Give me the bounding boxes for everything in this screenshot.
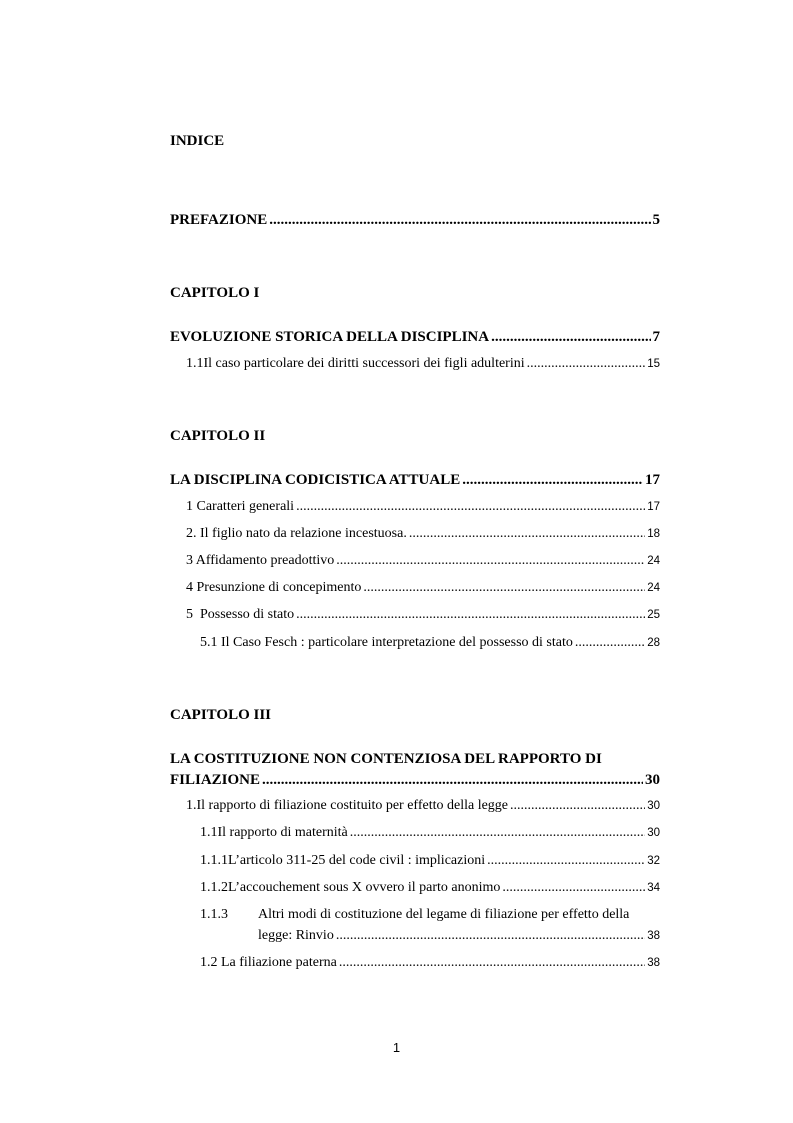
toc-entry-page: 5 <box>652 212 660 228</box>
dot-leader <box>502 880 645 896</box>
toc-entry-label: legge: Rinvio <box>258 928 334 943</box>
toc-entry-number: 1.1.1 <box>200 853 228 868</box>
dot-leader <box>409 526 645 542</box>
toc-entry-label: 3 Affidamento preadottivo <box>186 553 335 568</box>
toc-entry[interactable] <box>186 526 660 542</box>
toc-entry[interactable] <box>258 928 660 944</box>
page-number: 1 <box>392 1040 401 1055</box>
toc-entry-label-line1[interactable]: Altri modi di costituzione del legame di filiazione per effetto della <box>258 907 630 922</box>
dot-leader <box>462 472 643 489</box>
toc-entry-page: 17 <box>647 501 660 513</box>
toc-entry-chapter[interactable] <box>170 772 660 789</box>
dot-leader <box>339 955 645 971</box>
dot-leader <box>336 553 645 569</box>
toc-entry-page: 24 <box>647 555 660 567</box>
dot-leader <box>296 607 645 623</box>
toc-entry-number: 1.1 <box>186 356 204 371</box>
toc-entry[interactable] <box>200 955 660 971</box>
dot-leader <box>527 356 646 372</box>
toc-entry-page: 24 <box>647 582 660 594</box>
toc-entry-page: 30 <box>647 800 660 812</box>
toc-entry-label: Il rapporto di maternità <box>217 825 348 840</box>
toc-entry-label: 4 Presunzione di concepimento <box>186 580 362 595</box>
toc-entry-page: 32 <box>647 855 660 867</box>
toc-entry-label: 5.1 Il Caso Fesch : particolare interpretazione del possesso di stato <box>200 635 573 650</box>
toc-entry-page: 18 <box>647 528 660 540</box>
dot-leader <box>336 928 645 944</box>
toc-entry-label: FILIAZIONE <box>170 772 261 788</box>
toc-entry-label: Il rapporto di filiazione costituito per effetto della legge <box>196 798 509 813</box>
toc-entry-page: 17 <box>645 472 660 488</box>
toc-entry-number: 1.1 <box>200 825 218 840</box>
toc-entry-number: 1.1.2 <box>200 880 228 895</box>
toc-entry-page: 15 <box>647 358 660 370</box>
toc-entry-page: 34 <box>647 882 660 894</box>
dot-leader <box>363 580 645 596</box>
dot-leader <box>350 825 645 841</box>
toc-entry[interactable] <box>200 635 660 651</box>
toc-entry-label: 5 Possesso di stato <box>186 607 295 622</box>
toc-entry-label: 1 Caratteri generali <box>186 499 295 514</box>
toc-entry[interactable] <box>186 580 660 596</box>
toc-entry-number: 1. <box>186 798 197 813</box>
toc-entry-page: 38 <box>647 930 660 942</box>
toc-title: INDICE <box>170 133 225 149</box>
toc-entry-number: 1.1.3 <box>200 907 228 922</box>
toc-entry[interactable] <box>200 880 660 896</box>
toc-entry-label: Il caso particolare dei diritti successori dei figli adulterini <box>203 356 525 371</box>
toc-entry-label: 2. Il figlio nato da relazione incestuosa. <box>186 526 407 541</box>
toc-entry[interactable] <box>186 607 660 623</box>
chapter-heading: CAPITOLO III <box>170 707 272 723</box>
toc-entry-chapter-line1: LA COSTITUZIONE NON CONTENZIOSA DEL RAPPORTO DI <box>170 751 602 767</box>
toc-entry-label: 1.2 La filiazione paterna <box>200 955 337 970</box>
toc-entry-page: 30 <box>645 772 660 788</box>
toc-entry[interactable] <box>186 499 660 515</box>
toc-entry[interactable] <box>200 853 660 869</box>
dot-leader <box>575 635 645 651</box>
toc-entry-page: 30 <box>647 827 660 839</box>
dot-leader <box>487 853 645 869</box>
dot-leader <box>510 798 645 814</box>
dot-leader <box>262 772 643 789</box>
toc-entry-chapter[interactable] <box>170 329 660 346</box>
toc-entry[interactable] <box>200 825 660 841</box>
toc-entry-label: EVOLUZIONE STORICA DELLA DISCIPLINA <box>170 329 490 345</box>
toc-entry-label: LA DISCIPLINA CODICISTICA ATTUALE <box>170 472 461 488</box>
dot-leader <box>296 499 645 515</box>
dot-leader <box>269 212 650 229</box>
toc-entry-page: 25 <box>647 609 660 621</box>
toc-entry-label: L’accouchement sous X ovvero il parto anonimo <box>228 880 501 895</box>
toc-entry[interactable] <box>186 356 660 372</box>
toc-entry-page: 7 <box>652 329 660 345</box>
toc-entry-page: 38 <box>647 957 660 969</box>
chapter-heading: CAPITOLO II <box>170 428 266 444</box>
toc-entry-label: PREFAZIONE <box>170 212 268 228</box>
toc-entry[interactable] <box>186 798 660 814</box>
dot-leader <box>491 329 650 346</box>
chapter-heading: CAPITOLO I <box>170 285 260 301</box>
toc-entry-prefazione[interactable] <box>170 212 660 229</box>
toc-entry[interactable] <box>186 553 660 569</box>
toc-entry-page: 28 <box>647 637 660 649</box>
toc-entry-chapter[interactable] <box>170 472 660 489</box>
toc-entry-label: L’articolo 311-25 del code civil : implicazioni <box>228 853 486 868</box>
